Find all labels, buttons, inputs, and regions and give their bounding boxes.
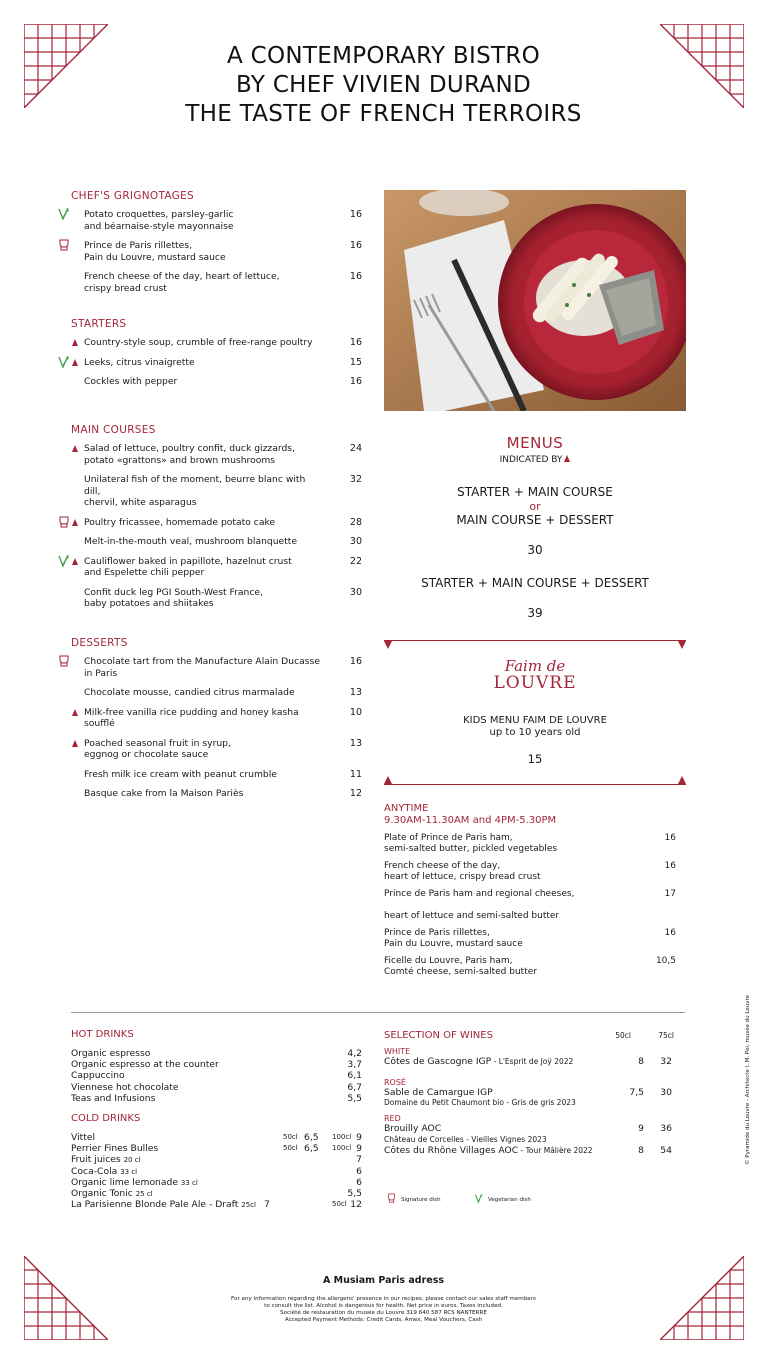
section-chefs-grignotages [71, 190, 362, 302]
drink-price: 6,1 [347, 1070, 362, 1082]
drink-name: Vittel [71, 1132, 96, 1143]
kids-box-corner-icon [384, 641, 392, 649]
wine-row [384, 1123, 676, 1135]
drink-price: 4,2 [347, 1048, 362, 1059]
menu-triangle-icon [72, 558, 78, 565]
wine-category: RED [384, 1114, 401, 1123]
menu-item [71, 587, 362, 610]
drink-row [71, 1166, 362, 1177]
drink-row [71, 1082, 362, 1093]
kids-menu-title [384, 715, 686, 739]
drink-name: Organic lime lemonade [71, 1176, 178, 1188]
menu-item [71, 536, 362, 548]
wine-category: WHITE [384, 1047, 411, 1056]
signature-dish-icon [58, 655, 70, 667]
item-price: 13 [349, 687, 362, 698]
divider [71, 1012, 685, 1013]
drink-name: Organic espresso [71, 1048, 151, 1059]
wine-row [384, 1056, 676, 1068]
menu-item [71, 656, 362, 679]
page-title [0, 42, 767, 129]
item-price: 13 [349, 737, 362, 749]
menus-or: or [529, 499, 541, 513]
menus-price-1: 30 [527, 543, 543, 557]
item-name: Country-style soup, crumble of free-range poultry [84, 337, 313, 348]
hot-drinks-heading: HOT DRINKS [71, 1029, 134, 1040]
menu-item [71, 443, 362, 466]
item-price: 16 [349, 240, 362, 251]
item-price: 16 [349, 209, 362, 220]
item-name: French cheese of the day, heart of lettuce, crispy bread crust [84, 271, 280, 294]
footer-line: to consult the list. Alcohol is dangerous for health. Net price in euros. Taxes included. [264, 1303, 503, 1309]
footer-line: Société de restauration du musée du Louvre 319 640 587 RCS NANTERRE [280, 1310, 487, 1316]
menu-triangle-icon [72, 339, 78, 346]
wine-detail: - L'Esprit de Joÿ 2022 [491, 1057, 574, 1066]
drink-name: Viennese hot chocolate [71, 1081, 179, 1093]
section-hot-drinks [71, 1029, 362, 1104]
anytime-item-price: 16 [664, 861, 676, 871]
section-wines [384, 1030, 676, 1160]
mains-heading: MAIN COURSES [71, 424, 156, 436]
item-name: Salad of lettuce, poultry confit, duck gizzards, potato «grattons» and brown mushrooms [84, 443, 296, 466]
drink-price-1: 7 [264, 1199, 270, 1211]
item-price: 28 [349, 516, 362, 528]
menu-triangle-icon [72, 519, 78, 526]
item-price: 24 [349, 443, 362, 454]
kids-box-corner-icon [384, 776, 392, 784]
drink-price-2: 12 [350, 1199, 362, 1211]
dish-photo-illustration [384, 190, 686, 411]
dish-photo [384, 190, 686, 411]
wine-price-75cl: 32 [660, 1056, 672, 1067]
menus-combo-starter-main: STARTER + MAIN COURSE [457, 485, 613, 499]
item-name: Chocolate mousse, candied citrus marmalade [84, 687, 295, 698]
item-price: 30 [349, 536, 362, 547]
kids-box-top-rule [384, 640, 686, 641]
item-name: Cauliflower baked in papillote, hazelnut crust and Espelette chili pepper [84, 555, 292, 578]
faim-de-louvre-logo [384, 658, 686, 692]
item-price: 12 [349, 788, 362, 799]
wine-price-75cl: 30 [660, 1086, 672, 1098]
drink-price-2: 6 [356, 1165, 362, 1177]
menu-item [71, 376, 362, 388]
drink-row [71, 1143, 362, 1154]
item-price: 16 [349, 376, 362, 387]
wine-detail: - Tour Mâlière 2022 [518, 1145, 593, 1155]
wine-name: Sable de Camargue IGP [384, 1086, 493, 1098]
drink-size-2: 100cl [332, 1133, 352, 1141]
wine-sub: Château de Corcelles - Vieilles Vignes 2023 [384, 1134, 547, 1144]
desserts-heading: DESSERTS [71, 637, 128, 649]
wine-price-50cl: 9 [638, 1123, 644, 1134]
item-price: 10 [349, 706, 362, 718]
wine-price-50cl: 8 [638, 1056, 644, 1067]
anytime-item-price: 16 [664, 928, 676, 938]
drink-price-2: 9 [356, 1143, 362, 1155]
menu-triangle-icon [72, 740, 78, 747]
item-name: Fresh milk ice cream with peanut crumble [84, 768, 277, 780]
photo-credit: © Pyramide du Louvre - Architecte I. M. Pei, musée du Louvre [745, 995, 751, 1165]
signature-dish-icon [58, 516, 70, 528]
anytime-heading: ANYTIME [384, 803, 429, 814]
menus-indicated-by [384, 455, 686, 465]
drink-size: 33 cl [180, 1178, 198, 1187]
drink-size: 20 cl [123, 1156, 141, 1165]
kids-menu-box [384, 640, 686, 786]
item-name: Potato croquettes, parsley-garlic and béarnaise-style mayonnaise [84, 209, 234, 232]
drink-name: La Parisienne Blonde Pale Ale - Draft [71, 1199, 239, 1211]
wine-price-50cl: 8 [638, 1144, 644, 1156]
wines-heading: SELECTION OF WINES [384, 1030, 493, 1041]
menu-item [71, 271, 362, 294]
item-price: 32 [349, 474, 362, 485]
legend-signature [387, 1193, 441, 1206]
wine-name: Côtes du Rhône Villages AOC [384, 1144, 519, 1156]
wine-row [384, 1145, 676, 1157]
legend-signature-label: Signature dish [401, 1196, 441, 1203]
anytime-item-name: Prince de Paris ham and regional cheeses, heart of lettuce and semi-salted butter [384, 889, 575, 921]
menu-item [71, 517, 362, 529]
drink-name: Coca-Cola [71, 1165, 118, 1177]
menus-heading: MENUS [506, 434, 564, 452]
anytime-item [384, 889, 676, 922]
menu-item [71, 209, 362, 232]
vegetarian-icon [58, 356, 70, 368]
footer-line: For any information regarding the allergens' presence in our recipes, please contact our sales staff members [231, 1296, 536, 1302]
vegetarian-dish-icon [474, 1193, 483, 1206]
menu-triangle-icon [72, 359, 78, 366]
item-name: Prince de Paris rillettes, Pain du Louvre, mustard sauce [84, 240, 226, 263]
drink-price: 6,7 [347, 1081, 362, 1093]
item-name: Chocolate tart from the Manufacture Alain Ducasse in Paris [84, 656, 320, 679]
anytime-item-price: 17 [664, 889, 676, 899]
menu-item [71, 240, 362, 263]
drink-name: Fruit juices [71, 1154, 121, 1166]
footer-address: A Musiam Paris adress [322, 1275, 445, 1286]
drink-name: Cappuccino [71, 1070, 125, 1082]
vegetarian-icon [58, 555, 70, 567]
drink-price-2: 5,5 [347, 1187, 362, 1199]
anytime-item [384, 956, 676, 978]
legend-vegetarian-label: Vegetarian dish [488, 1196, 531, 1203]
drink-row [71, 1188, 362, 1199]
hot-drinks-list [71, 1048, 362, 1104]
anytime-hours: 9.30AM-11.30AM and 4PM-5.30PM [384, 815, 557, 826]
wine-spacer [384, 1068, 676, 1072]
grignotages-heading: CHEF'S GRIGNOTAGES [71, 190, 195, 202]
menus-indicated-text: INDICATED BY [499, 455, 563, 465]
item-price: 30 [349, 586, 362, 598]
kids-box-corner-icon [678, 776, 686, 784]
starters-heading: STARTERS [71, 318, 127, 330]
item-name: Basque cake from la Maison Pariès [84, 788, 244, 799]
item-price: 16 [349, 656, 362, 667]
title-line-2: BY CHEF VIVIEN DURAND [236, 72, 531, 98]
anytime-list [384, 833, 676, 978]
section-desserts [71, 637, 362, 808]
kids-subtitle: up to 10 years old [489, 727, 581, 738]
drink-price: 5,5 [347, 1092, 362, 1104]
wine-price-75cl: 54 [660, 1144, 672, 1156]
menu-triangle-icon [72, 709, 78, 716]
section-starters [71, 318, 362, 396]
drink-price-2: 9 [356, 1132, 362, 1143]
drink-size-1: 50cl [283, 1144, 298, 1153]
menus-combo-full: STARTER + MAIN COURSE + DESSERT [421, 576, 649, 590]
drink-row [71, 1154, 362, 1165]
drink-price-2: 6 [356, 1176, 362, 1188]
drink-row [71, 1132, 362, 1143]
menu-item [71, 337, 362, 349]
footer-line: Accepted Payment Methods: Credit Cards, Amex, Meal Vouchers, Cash [284, 1317, 483, 1323]
cold-drinks-heading: COLD DRINKS [71, 1113, 141, 1124]
section-cold-drinks [71, 1113, 362, 1210]
menu-item [71, 474, 362, 509]
anytime-item-price: 16 [664, 833, 676, 843]
anytime-item [384, 928, 676, 950]
title-line-1: A CONTEMPORARY BISTRO [226, 43, 541, 69]
drink-row [71, 1177, 362, 1188]
drink-row [71, 1048, 362, 1059]
kids-price: 15 [527, 752, 543, 766]
item-price: 22 [349, 555, 362, 567]
drink-size: 33 cl [120, 1167, 138, 1176]
wine-name: Brouilly AOC [384, 1123, 442, 1134]
wine-price-50cl: 7,5 [629, 1086, 644, 1098]
drink-size-1: 50cl [283, 1133, 298, 1141]
menu-item [71, 707, 362, 730]
item-price: 15 [349, 356, 362, 368]
wine-spacer [384, 1156, 676, 1160]
legend-vegetarian [474, 1193, 531, 1206]
drink-name: Organic Tonic [71, 1187, 133, 1199]
menu-triangle-icon [564, 455, 570, 462]
drink-price-1: 6,5 [304, 1132, 319, 1143]
kids-box-bottom-rule [384, 784, 686, 785]
item-price: 11 [349, 768, 362, 780]
wine-row [384, 1087, 676, 1099]
item-name: Cockles with pepper [84, 376, 178, 387]
title-line-3: THE TASTE OF FRENCH TERROIRS [185, 101, 582, 127]
signature-dish-icon [387, 1193, 396, 1206]
drink-row [71, 1199, 362, 1210]
signature-dish-icon [58, 239, 70, 251]
wines-col-50cl: 50cl [615, 1031, 631, 1040]
anytime-item [384, 833, 676, 855]
item-name: Leeks, citrus vinaigrette [84, 356, 195, 368]
logo-line-1: Faim de [504, 657, 566, 675]
drink-size-2: 100cl [332, 1144, 352, 1153]
item-name: Unilateral fish of the moment, beurre blanc with dill, chervil, white asparagus [84, 474, 306, 508]
anytime-item [384, 861, 676, 883]
menu-item [71, 769, 362, 781]
anytime-item-name: French cheese of the day, heart of lettuce, crispy bread crust [384, 861, 541, 882]
drink-size: 25 cl [135, 1189, 153, 1198]
item-price: 16 [349, 337, 362, 348]
item-name: Poached seasonal fruit in syrup, eggnog or chocolate sauce [84, 737, 231, 760]
footer [0, 1275, 767, 1324]
drink-row [71, 1070, 362, 1081]
wines-list [384, 1047, 676, 1160]
anytime-item-name: Ficelle du Louvre, Paris ham, Comté cheese, semi-salted butter [384, 956, 537, 977]
menu-item [71, 738, 362, 761]
drink-size: 25cl [241, 1201, 256, 1210]
menu-item [71, 357, 362, 369]
drink-name: Perrier Fines Bulles [71, 1143, 159, 1155]
drink-size-2: 50cl [332, 1200, 347, 1209]
menus-panel [384, 434, 686, 620]
item-name: Confit duck leg PGI South-West France, baby potatoes and shiitakes [84, 586, 263, 609]
drink-name: Organic espresso at the counter [71, 1059, 219, 1071]
menu-item [71, 687, 362, 699]
menus-combo-main-dessert: MAIN COURSE + DESSERT [456, 512, 614, 527]
drink-name: Teas and Infusions [71, 1092, 156, 1104]
menu-item [71, 556, 362, 579]
section-anytime [384, 803, 676, 984]
cold-drinks-list [71, 1132, 362, 1210]
item-price: 16 [349, 271, 362, 282]
menu-item [71, 788, 362, 800]
wine-sub: Domaine du Petit Chaumont bio - Gris de gris 2023 [384, 1098, 576, 1107]
wine-category: ROSÉ [384, 1077, 406, 1087]
kids-title: KIDS MENU FAIM DE LOUVRE [463, 715, 607, 726]
wine-name: Côtes de Gascogne IGP [384, 1056, 492, 1067]
drink-row [71, 1093, 362, 1104]
anytime-item-price: 10,5 [655, 956, 676, 966]
anytime-item-name: Prince de Paris rillettes, Pain du Louvre, mustard sauce [384, 928, 523, 949]
drink-price-1: 6,5 [304, 1143, 319, 1155]
vegetarian-icon [58, 208, 70, 220]
item-name: Poultry fricassee, homemade potato cake [84, 516, 276, 528]
kids-box-corner-icon [678, 641, 686, 649]
drink-row [71, 1059, 362, 1070]
wine-price-75cl: 36 [660, 1123, 672, 1134]
wines-col-75cl: 75cl [658, 1031, 674, 1040]
item-name: Milk-free vanilla rice pudding and honey kasha soufflé [84, 706, 299, 729]
item-name: Melt-in-the-mouth veal, mushroom blanquette [84, 536, 298, 547]
menus-price-2: 39 [527, 605, 543, 620]
logo-line-2: LOUVRE [493, 673, 577, 693]
menu-triangle-icon [72, 445, 78, 452]
drink-price-2: 7 [356, 1154, 362, 1166]
anytime-item-name: Plate of Prince de Paris ham, semi-salted butter, pickled vegetables [384, 833, 558, 854]
section-main-courses [71, 424, 362, 618]
drink-price: 3,7 [347, 1059, 362, 1071]
